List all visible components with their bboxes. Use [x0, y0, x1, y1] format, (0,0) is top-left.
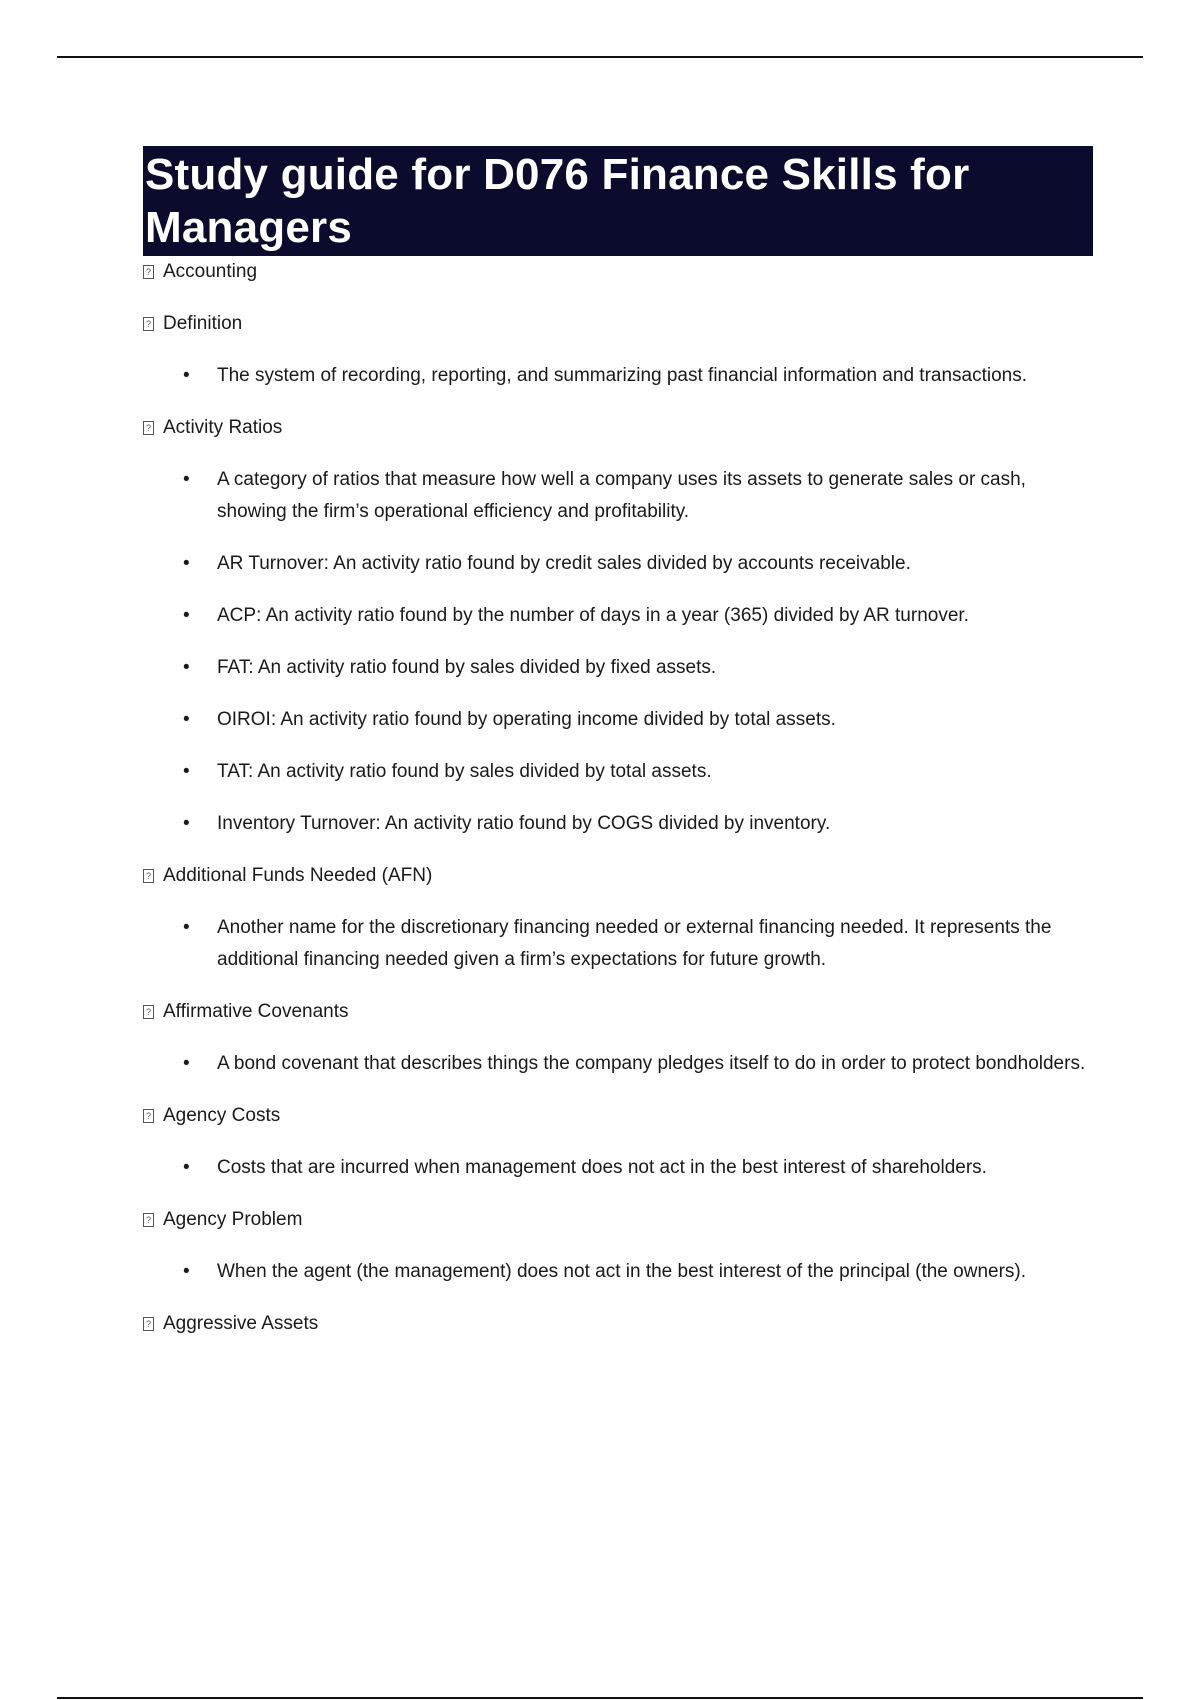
section-heading — [143, 308, 1093, 340]
list-item-text: OIROI: An activity ratio found by operating income divided by total assets. — [217, 709, 836, 730]
section-heading — [143, 1100, 1093, 1132]
section-heading — [143, 860, 1093, 892]
section-heading-text: Accounting — [163, 261, 258, 282]
section-heading — [143, 996, 1093, 1028]
list-item-text: FAT: An activity ratio found by sales divided by fixed assets. — [217, 657, 717, 678]
bullet-icon: • — [183, 469, 190, 490]
section-heading — [143, 1204, 1093, 1236]
list-item — [143, 912, 1093, 976]
list-item-text: AR Turnover: An activity ratio found by credit sales divided by accounts receivable. — [217, 553, 911, 574]
list-item — [143, 704, 1093, 736]
list-item — [143, 756, 1093, 788]
bullet-icon: • — [183, 553, 190, 574]
missing-glyph-icon: ? — [143, 1005, 154, 1019]
top-rule — [57, 56, 1143, 58]
missing-glyph-icon: ? — [143, 869, 154, 883]
missing-glyph-icon: ? — [143, 421, 154, 435]
list-item — [143, 360, 1093, 392]
list-item-text: A category of ratios that measure how well a company uses its assets to generate sales or cash, showing the firm’s operational efficiency and profitability. — [217, 469, 1026, 522]
bullet-icon: • — [183, 657, 190, 678]
bullet-list — [143, 360, 1093, 392]
bullet-list — [143, 912, 1093, 976]
list-item — [143, 1152, 1093, 1184]
bullet-list — [143, 1256, 1093, 1288]
section-heading — [143, 256, 1093, 288]
bullet-icon: • — [183, 761, 190, 782]
bullet-icon: • — [183, 917, 190, 938]
bullet-icon: • — [183, 1157, 190, 1178]
list-item-text: ACP: An activity ratio found by the number of days in a year (365) divided by AR turnover. — [217, 605, 969, 626]
bullet-icon: • — [183, 1053, 190, 1074]
list-item — [143, 548, 1093, 580]
list-item-text: Another name for the discretionary financing needed or external financing needed. It represents the additional financing needed given a firm’s expectations for future growth. — [217, 917, 1052, 970]
list-item-text: When the agent (the management) does not act in the best interest of the principal (the owners). — [217, 1261, 1027, 1282]
document-title: Study guide for D076 Finance Skills for Managers — [143, 146, 1093, 256]
bottom-rule — [57, 1697, 1143, 1699]
missing-glyph-icon: ? — [143, 265, 154, 279]
list-item — [143, 464, 1093, 528]
section-heading — [143, 412, 1093, 444]
list-item-text: Costs that are incurred when management does not act in the best interest of shareholders. — [217, 1157, 987, 1178]
missing-glyph-icon: ? — [143, 317, 154, 331]
bullet-list — [143, 1048, 1093, 1080]
bullet-icon: • — [183, 709, 190, 730]
section-heading-text: Agency Costs — [163, 1105, 281, 1126]
section-heading-text: Activity Ratios — [163, 417, 283, 438]
bullet-icon: • — [183, 365, 190, 386]
list-item-text: The system of recording, reporting, and summarizing past financial information and transactions. — [217, 365, 1028, 386]
list-item-text: A bond covenant that describes things the company pledges itself to do in order to protect bondholders. — [217, 1053, 1086, 1074]
section-heading-text: Agency Problem — [163, 1209, 303, 1230]
bullet-list — [143, 1152, 1093, 1184]
list-item — [143, 808, 1093, 840]
section-heading-text: Additional Funds Needed (AFN) — [163, 865, 433, 886]
missing-glyph-icon: ? — [143, 1109, 154, 1123]
section-heading-text: Aggressive Assets — [163, 1313, 319, 1334]
bullet-list — [143, 464, 1093, 840]
list-item — [143, 1048, 1093, 1080]
list-item-text: TAT: An activity ratio found by sales divided by total assets. — [217, 761, 712, 782]
missing-glyph-icon: ? — [143, 1317, 154, 1331]
bullet-icon: • — [183, 813, 190, 834]
section-heading-text: Affirmative Covenants — [163, 1001, 349, 1022]
bullet-icon: • — [183, 1261, 190, 1282]
bullet-icon: • — [183, 605, 190, 626]
list-item — [143, 600, 1093, 632]
list-item — [143, 652, 1093, 684]
document-body — [143, 256, 1093, 1360]
section-heading-text: Definition — [163, 313, 243, 334]
section-heading — [143, 1308, 1093, 1340]
missing-glyph-icon: ? — [143, 1213, 154, 1227]
list-item — [143, 1256, 1093, 1288]
list-item-text: Inventory Turnover: An activity ratio found by COGS divided by inventory. — [217, 813, 831, 834]
